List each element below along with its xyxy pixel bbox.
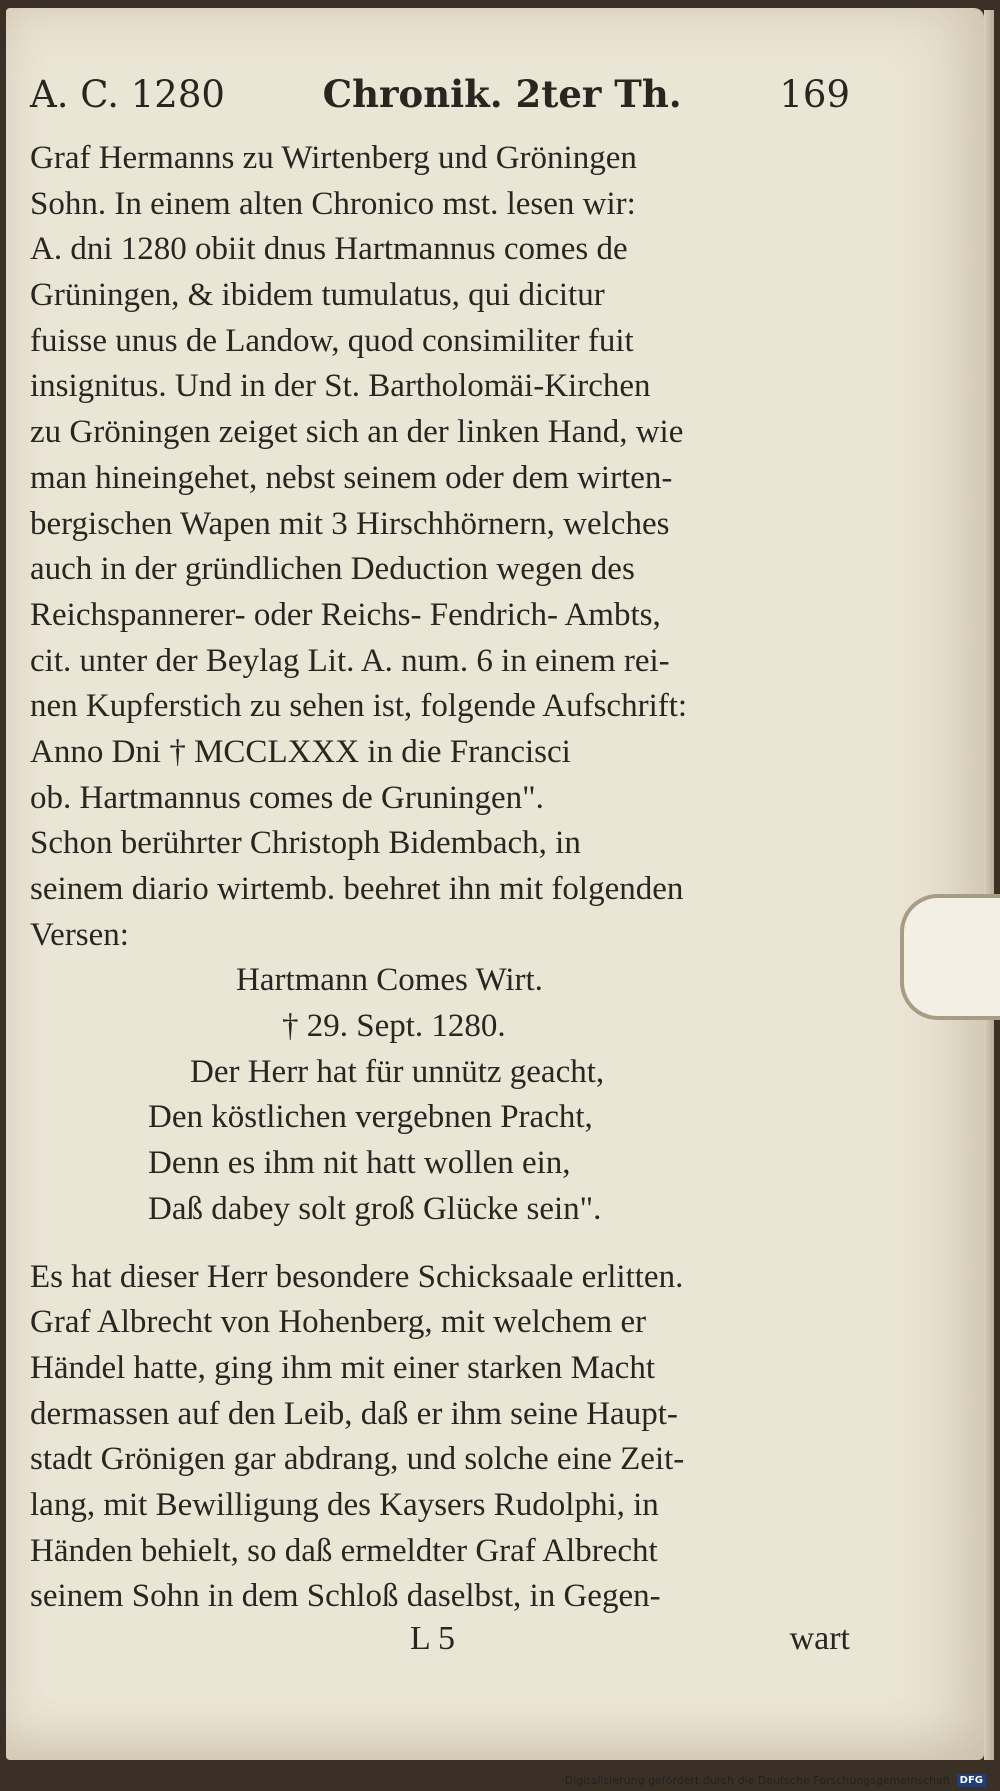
text-line: cit. unter der Beylag Lit. A. num. 6 in einem rei- xyxy=(30,642,670,679)
text-line: auch in der gründlichen Deduction wegen des xyxy=(30,551,635,588)
text-line: zu Gröningen zeiget sich an der linken Hand, wie xyxy=(30,414,684,451)
verse-line: Der Herr hat für unnütz geacht, xyxy=(190,1053,605,1090)
text-line: insignitus. Und in der St. Bartholomäi-Kirchen xyxy=(30,368,651,405)
page-number: 169 xyxy=(779,73,850,116)
text-line: Graf Hermanns zu Wirtenberg und Gröningen xyxy=(30,140,637,176)
text-line: bergischen Wapen mit 3 Hirschhörnern, welches xyxy=(30,505,670,542)
text-line: Versen: xyxy=(30,916,129,953)
verse-block xyxy=(120,958,850,1232)
page-edge xyxy=(984,10,994,1760)
running-header xyxy=(30,72,850,124)
text-line: A. dni 1280 obiit dnus Hartmannus comes de xyxy=(30,231,628,268)
verse-heading: Hartmann Comes Wirt. xyxy=(236,962,543,999)
text-line: Anno Dni † MCCLXXX in die Francisci xyxy=(30,733,571,770)
text-line: ob. Hartmannus comes de Gruningen". xyxy=(30,779,544,816)
text-line: Es hat dieser Herr besondere Schicksaale erlitten. xyxy=(30,1258,684,1295)
digitization-credit xyxy=(565,1774,986,1787)
text-line: Grüningen, & ibidem tumulatus, qui dicitur xyxy=(30,277,605,314)
verse-line: Den köstlichen vergebnen Pracht, xyxy=(148,1099,593,1136)
text-line: stadt Grönigen gar abdrang, und solche eine Zeit- xyxy=(30,1441,685,1478)
page-text xyxy=(30,72,850,1658)
text-line: nen Kupferstich zu sehen ist, folgende Aufschrift: xyxy=(30,688,688,725)
text-line: seinem diario wirtemb. beehret ihn mit folgenden xyxy=(30,871,684,907)
text-line: man hineingehet, nebst seinem oder dem wirten- xyxy=(30,459,673,496)
text-line: Graf Albrecht von Hohenberg, mit welchem er xyxy=(30,1304,647,1341)
verse-line: Daß dabey solt groß Glücke sein". xyxy=(148,1190,602,1227)
header-title: Chronik. 2ter Th. xyxy=(322,72,682,116)
text-line: Händel hatte, ging ihm mit einer starken Macht xyxy=(30,1349,655,1386)
verse-date: † 29. Sept. 1280. xyxy=(282,1008,506,1045)
text-line: Händen behielt, so daß ermeldter Graf Albrecht xyxy=(30,1532,658,1569)
text-line: Sohn. In einem alten Chronico mst. lesen wir: xyxy=(30,185,636,222)
verse-line: Denn es ihm nit hatt wollen ein, xyxy=(148,1145,571,1182)
spacer xyxy=(30,1233,850,1255)
text-line: Schon berührter Christoph Bidembach, in xyxy=(30,825,581,862)
catchword: wart xyxy=(789,1620,850,1658)
text-line: dermassen auf den Leib, daß er ihm seine Haupt- xyxy=(30,1395,678,1432)
paragraph-2 xyxy=(30,1255,850,1621)
paragraph-1 xyxy=(30,136,850,958)
text-line: seinem Sohn in dem Schloß daselbst, in Gegen- xyxy=(30,1578,661,1615)
text-line: lang, mit Bewilligung des Kaysers Rudolphi, in xyxy=(30,1487,659,1524)
dfg-logo: DFG xyxy=(957,1774,986,1787)
text-line: fuisse unus de Landow, quod consimiliter fuit xyxy=(30,322,634,359)
page-footer xyxy=(30,1620,850,1658)
text-line: Reichspannerer- oder Reichs- Fendrich- Ambts, xyxy=(30,596,661,633)
header-year: A. C. 1280 xyxy=(30,73,225,116)
signature-mark: L 5 xyxy=(410,1620,456,1658)
page-marker-tab xyxy=(900,894,1000,1020)
credit-text: Digitalisierung gefördert durch die Deutsche Forschungsgemeinschaft xyxy=(564,1774,951,1787)
